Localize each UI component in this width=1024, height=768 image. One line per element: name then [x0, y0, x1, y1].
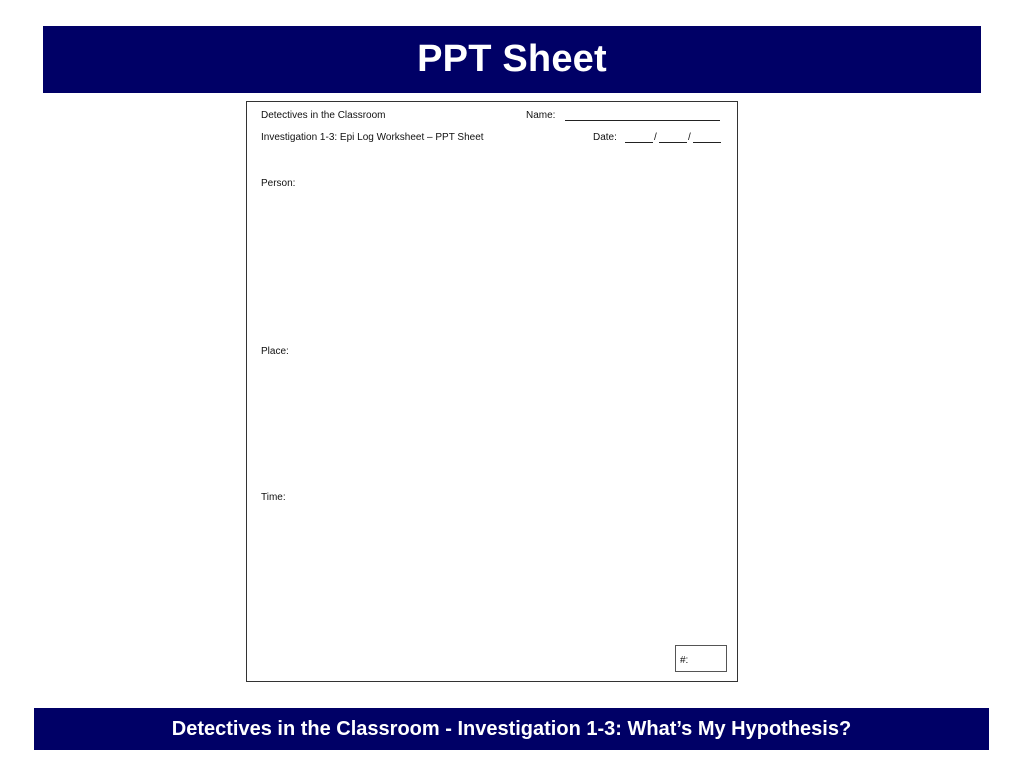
date-month-blank	[625, 142, 653, 143]
worksheet-course-title: Detectives in the Classroom	[261, 110, 386, 121]
date-separator-1: /	[654, 132, 657, 143]
place-section-label: Place:	[261, 346, 289, 357]
name-label: Name:	[526, 110, 556, 121]
number-box-label: #:	[680, 655, 689, 666]
name-blank-line	[565, 120, 720, 121]
date-label: Date:	[593, 132, 617, 143]
worksheet-page	[246, 101, 738, 682]
date-separator-2: /	[688, 132, 691, 143]
time-section-label: Time:	[261, 492, 286, 503]
title-banner	[43, 26, 981, 93]
worksheet-investigation-title: Investigation 1-3: Epi Log Worksheet – PPT Sheet	[261, 132, 484, 143]
number-box	[675, 645, 727, 672]
footer-text: Detectives in the Classroom - Investigation 1-3: What’s My Hypothesis?	[171, 717, 852, 740]
slide-title: PPT Sheet	[417, 38, 607, 80]
date-day-blank	[659, 142, 687, 143]
date-year-blank	[693, 142, 721, 143]
person-section-label: Person:	[261, 178, 296, 189]
footer-banner	[34, 708, 989, 750]
